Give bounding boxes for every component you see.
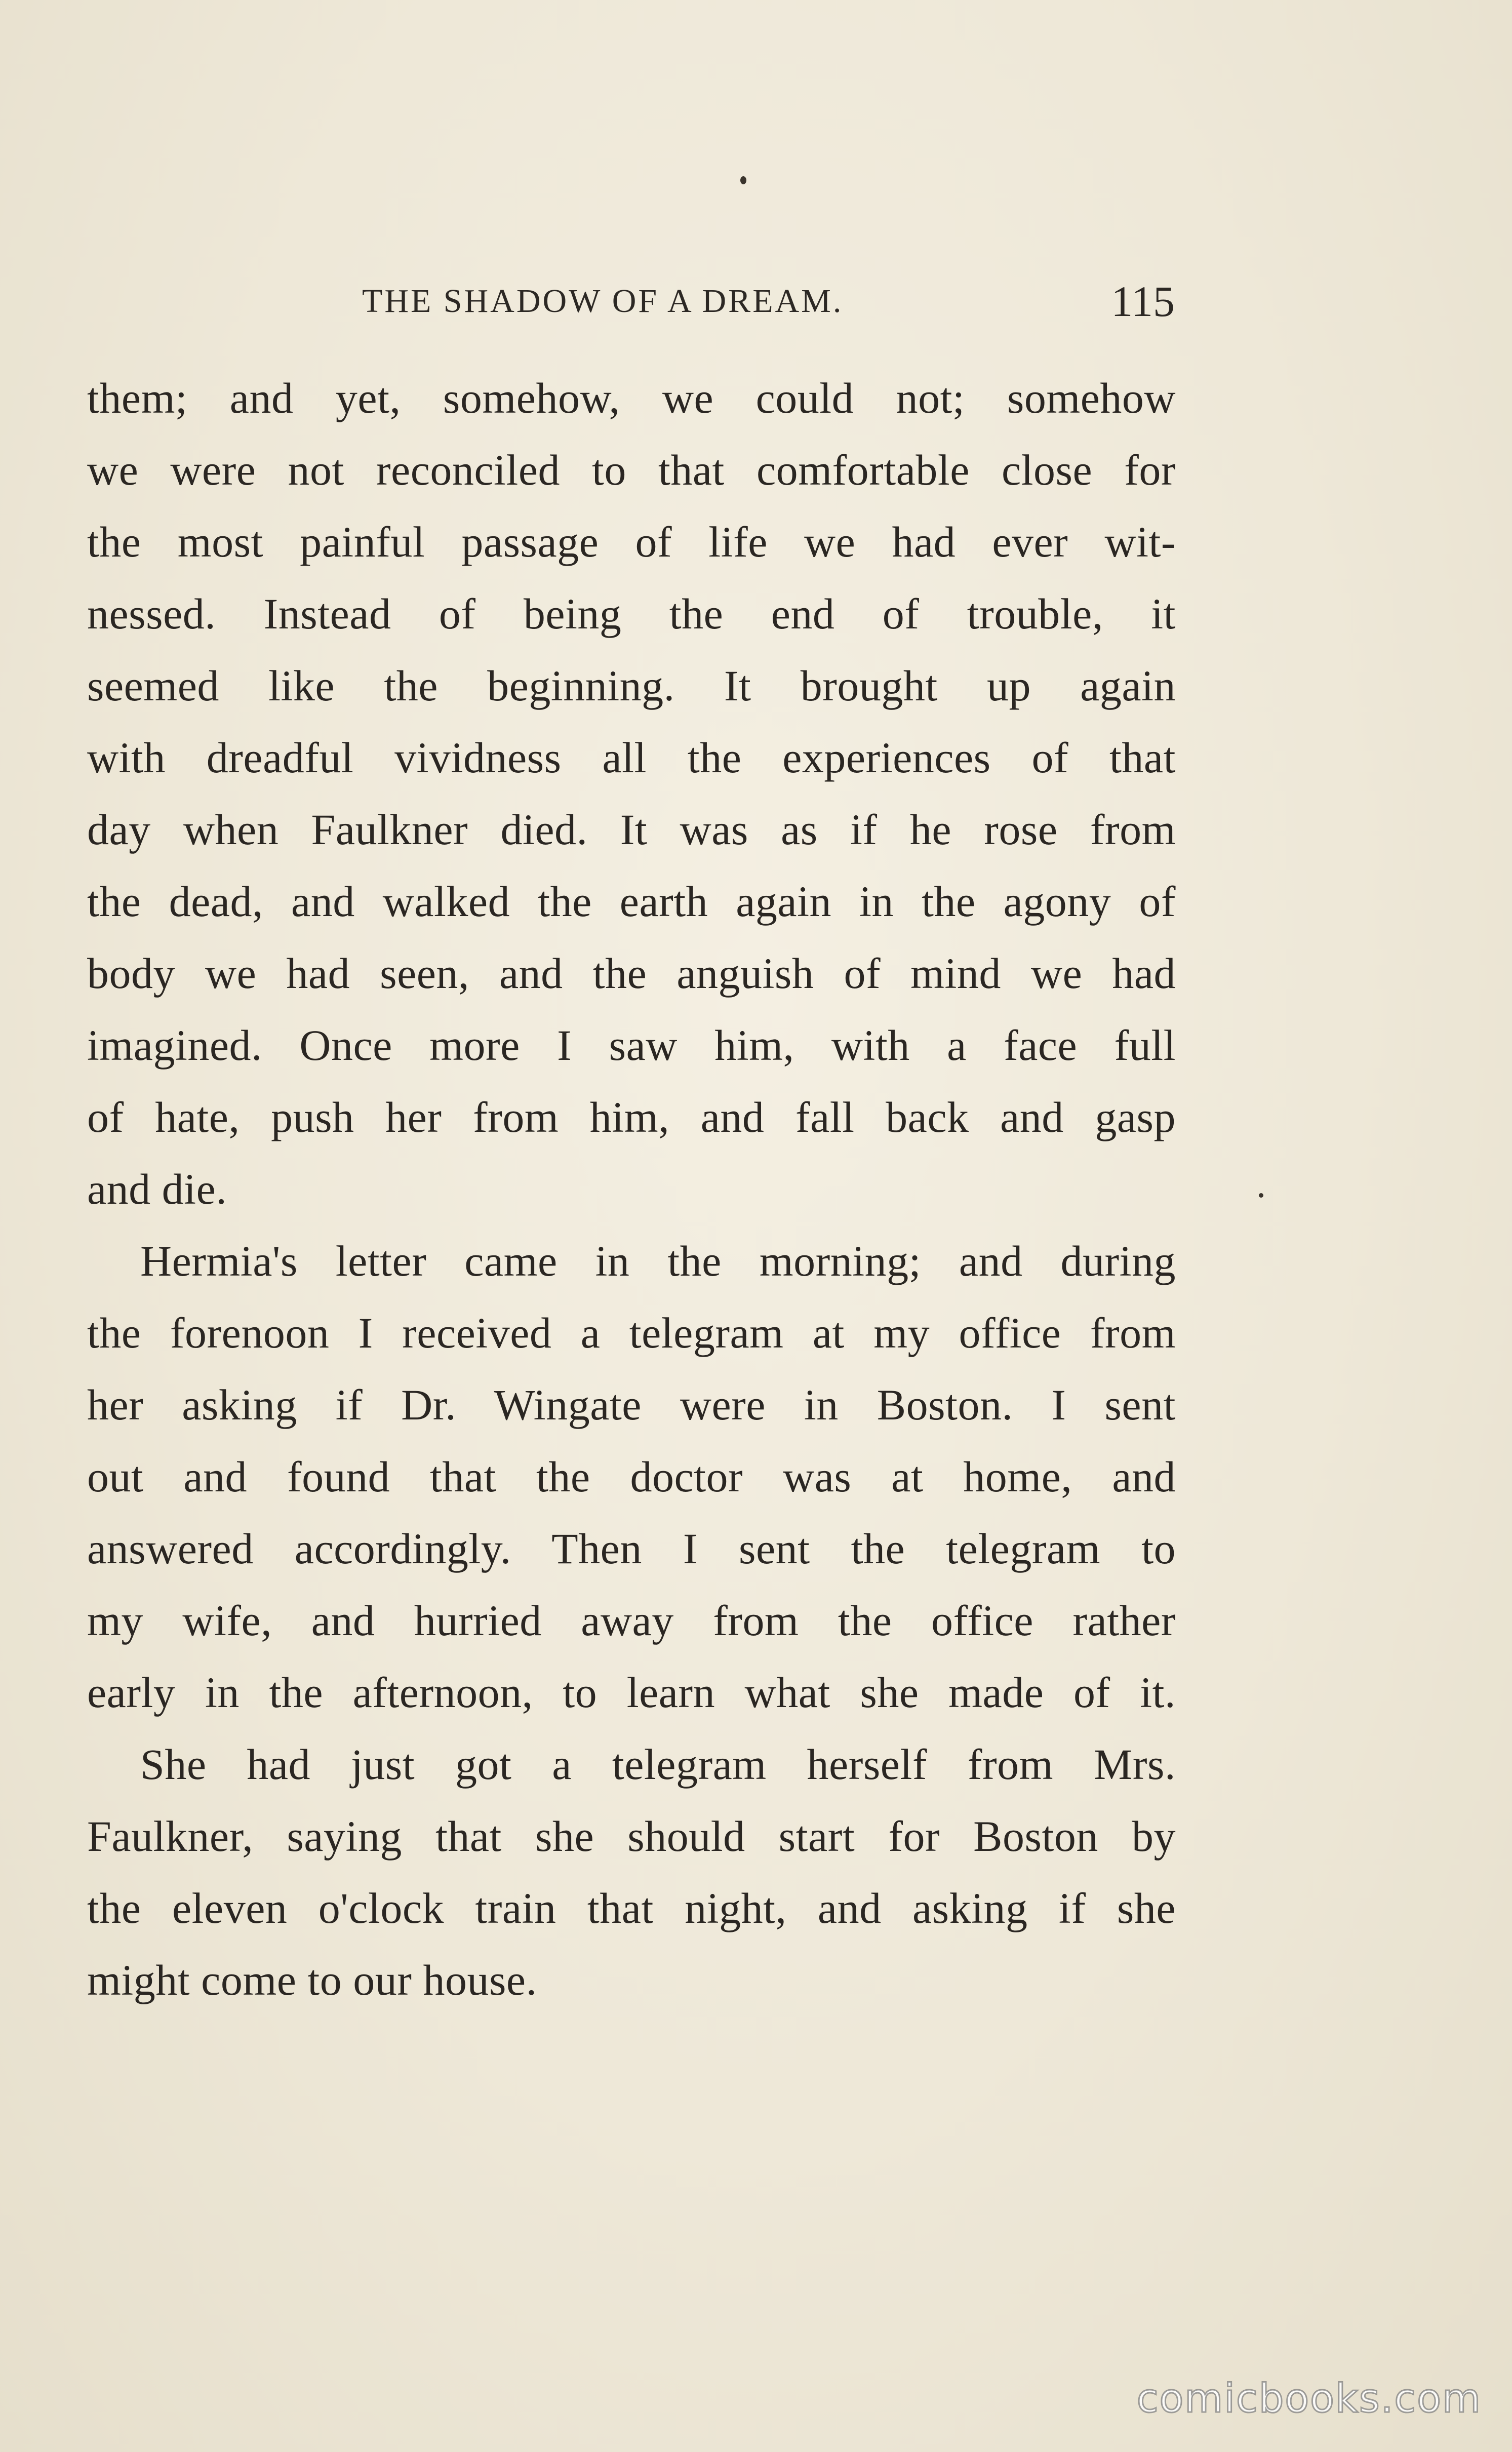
text-line: early in the afternoon, to learn what she made of it. [87, 1668, 1176, 1717]
text-line: imagined. Once more I saw him, with a face full [87, 1021, 1176, 1070]
text-line: answered accordingly. Then I sent the telegram to [87, 1524, 1176, 1573]
text-line: we were not reconciled to that comfortable close for [87, 446, 1176, 494]
text-line: the eleven o'clock train that night, and asking if she [87, 1884, 1176, 1932]
text-line: out and found that the doctor was at home, and [87, 1452, 1176, 1501]
text-line: my wife, and hurried away from the office rather [87, 1596, 1176, 1645]
text-line: Faulkner, saying that she should start for Boston by [87, 1812, 1176, 1861]
text-line: the dead, and walked the earth again in the agony of [87, 877, 1176, 926]
body-text [87, 362, 1176, 2016]
text-line: body we had seen, and the anguish of mind we had [87, 949, 1176, 998]
text-line: Hermia's letter came in the morning; and during [140, 1237, 1176, 1285]
paragraph [87, 1225, 1176, 1728]
running-head [86, 273, 1175, 329]
text-line: of hate, push her from him, and fall back and gasp [87, 1093, 1176, 1141]
page-number: 115 [1111, 277, 1175, 326]
text-line: might come to our house. [87, 1956, 537, 2004]
paragraph [87, 1728, 1176, 2016]
running-title: THE SHADOW OF A DREAM. [362, 283, 844, 320]
text-line: the most painful passage of life we had ever wit- [87, 518, 1176, 566]
text-line: day when Faulkner died. It was as if he rose from [87, 805, 1176, 854]
paragraph [87, 362, 1176, 1225]
watermark: comicbooks.com [1136, 2376, 1482, 2422]
text-line: and die. [87, 1165, 227, 1213]
text-line: seemed like the beginning. It brought up again [87, 661, 1176, 710]
ink-speck [740, 176, 746, 184]
text-line: them; and yet, somehow, we could not; somehow [87, 374, 1176, 422]
text-line: with dreadful vividness all the experiences of that [87, 733, 1176, 782]
text-line: nessed. Instead of being the end of trouble, it [87, 589, 1176, 638]
text-line: She had just got a telegram herself from Mrs. [140, 1740, 1176, 1789]
ink-speck [1259, 1193, 1263, 1198]
text-line: her asking if Dr. Wingate were in Boston. I sent [87, 1380, 1176, 1429]
text-line: the forenoon I received a telegram at my office from [87, 1309, 1176, 1357]
